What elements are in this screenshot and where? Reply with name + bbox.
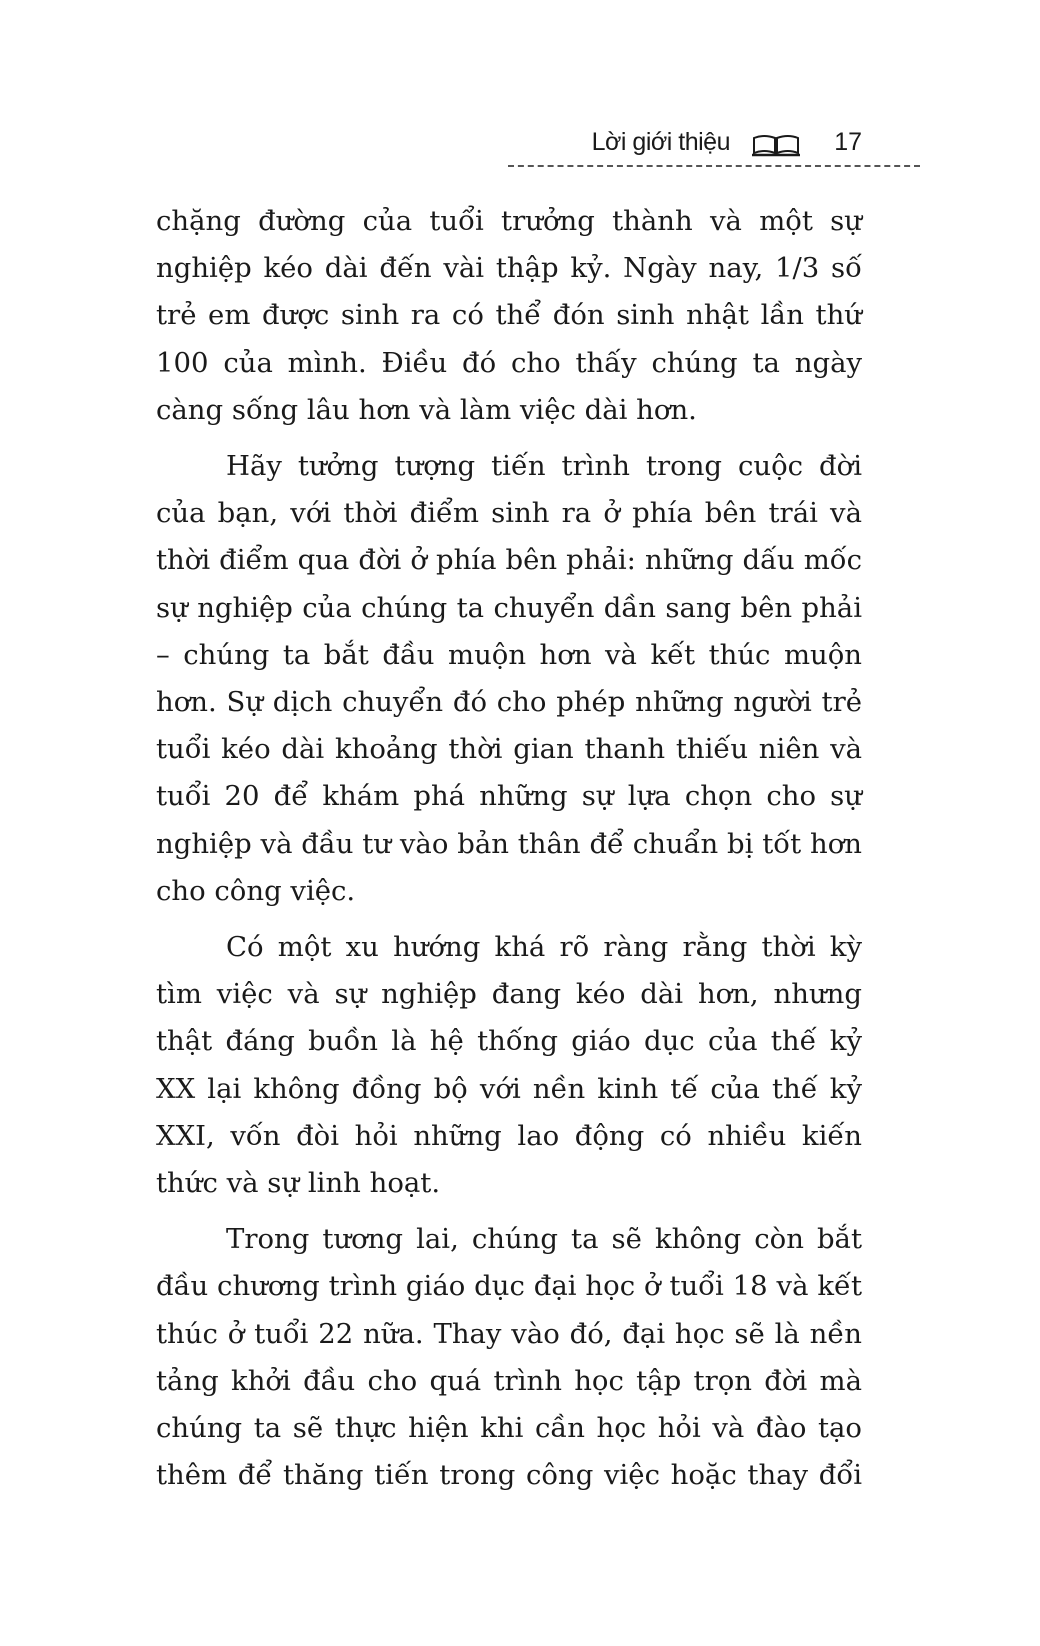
paragraph-1: chặng đường của tuổi trưởng thành và một sự nghiệp kéo dài đến vài thập kỷ. Ngày nay, 1/3 số trẻ em được sinh ra có thể đón sinh nhật lần thứ 100 của mình. Điều đó cho thấy chúng ta ngày càng sống lâu hơn và làm việc dài hơn. bbox=[156, 205, 862, 426]
paragraph-3: Có một xu hướng khá rõ ràng rằng thời kỳ tìm việc và sự nghiệp đang kéo dài hơn, nhưng thật đáng buồn là hệ thống giáo dục của thế kỷ XX lại không đồng bộ với nền kinh tế của thế kỷ XXI, vốn đòi hỏi những lao động có nhiều kiến thức và sự linh hoạt. bbox=[156, 931, 862, 1200]
open-book-icon bbox=[750, 131, 802, 157]
running-header bbox=[508, 128, 920, 164]
chapter-title: Lời giới thiệu bbox=[591, 128, 730, 156]
body-text bbox=[156, 198, 862, 1508]
page-number: 17 bbox=[834, 128, 862, 156]
header-divider bbox=[508, 165, 920, 167]
paragraph-4: Trong tương lai, chúng ta sẽ không còn bắt đầu chương trình giáo dục đại học ở tuổi 18 và kết thúc ở tuổi 22 nữa. Thay vào đó, đại học sẽ là nền tảng khởi đầu cho quá trình học tập trọn đời mà chúng ta sẽ thực hiện khi cần học hỏi và đào tạo thêm để thăng tiến trong công việc hoặc thay đổi bbox=[156, 1223, 862, 1492]
paragraph-2: Hãy tưởng tượng tiến trình trong cuộc đời của bạn, với thời điểm sinh ra ở phía bên trái và thời điểm qua đời ở phía bên phải: những dấu mốc sự nghiệp của chúng ta chuyển dần sang bên phải – chúng ta bắt đầu muộn hơn và kết thúc muộn hơn. Sự dịch chuyển đó cho phép những người trẻ tuổi kéo dài khoảng thời gian thanh thiếu niên và tuổi 20 để khám phá những sự lựa chọn cho sự nghiệp và đầu tư vào bản thân để chuẩn bị tốt hơn cho công việc. bbox=[156, 450, 862, 907]
